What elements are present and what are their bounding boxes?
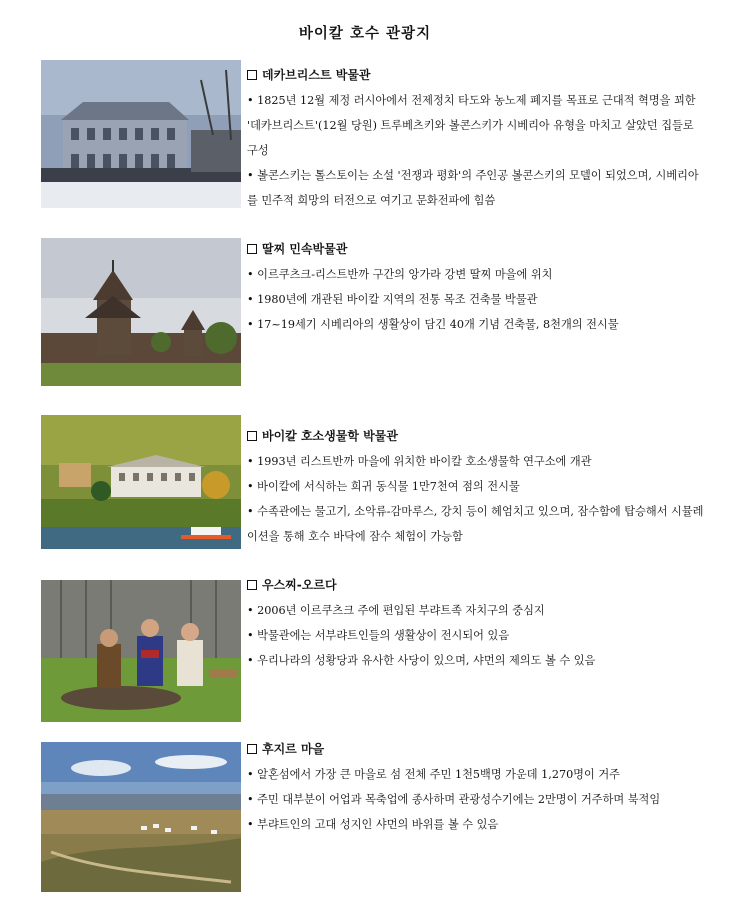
checkbox-square-icon [247, 244, 257, 254]
bullet-item: • 바이칼에 서식하는 희귀 동식물 1만7천여 점의 전시물 [247, 480, 520, 493]
bullet-item: • 1825년 12월 제정 러시아에서 전제정치 타도와 농노제 폐지를 목표로 근대적 혁명을 꾀한 '데카브리스트'(12월 당원) 트루베츠키와 볼콘스키가 시베리아 유형을 마치고 살았던 집들로 구성 [247, 94, 696, 157]
buryat-costume-photo [41, 580, 241, 722]
checkbox-square-icon [247, 744, 257, 754]
bullet-item: • 우리나라의 성황당과 유사한 사당이 있으며, 샤먼의 제의도 볼 수 있음 [247, 654, 596, 667]
section-heading: 딸찌 민속박물관 [247, 240, 707, 258]
bullet-item: • 부랴트인의 고대 성지인 샤먼의 바위를 볼 수 있음 [247, 818, 499, 831]
section-text [247, 427, 707, 549]
checkbox-square-icon [247, 431, 257, 441]
page-title: 바이칼 호수 관광지 [298, 26, 432, 42]
bullet-item: • 1993년 리스트반까 마을에 위치한 바이칼 호소생물학 연구소에 개관 [247, 455, 592, 468]
bullet-item: • 박물관에는 서부랴트인들의 생활상이 전시되어 있음 [247, 629, 510, 642]
section-text [247, 576, 707, 673]
bullet-item: • 주민 대부분이 어업과 목축업에 종사하며 관광성수기에는 2만명이 거주하며 북적임 [247, 793, 661, 806]
wooden-fortress-photo [41, 238, 241, 386]
section-heading: 후지르 마을 [247, 740, 707, 758]
bullet-item: • 2006년 이르쿠츠크 주에 편입된 부랴트족 자치구의 중심지 [247, 604, 545, 617]
section-text [247, 740, 707, 837]
section-text [247, 240, 707, 337]
section-heading: 바이칼 호소생물학 박물관 [247, 427, 707, 445]
section-body [247, 598, 707, 673]
section-body [247, 262, 707, 337]
section-text [247, 66, 707, 213]
checkbox-square-icon [247, 70, 257, 80]
bullet-item: • 1980년에 개관된 바이칼 지역의 전통 목조 건축물 박물관 [247, 293, 538, 306]
bullet-item: • 볼콘스키는 톨스토이는 소설 '전쟁과 평화'의 주인공 볼콘스키의 모델이 되었으며, 시베리아를 민주적 희망의 터전으로 여기고 문화전파에 힘씀 [247, 169, 699, 207]
section-body [247, 88, 707, 213]
section-body [247, 762, 707, 837]
bullet-item: • 알혼섬에서 가장 큰 마을로 섬 전체 주민 1천5백명 가운데 1,270명이 거주 [247, 768, 620, 781]
bullet-item: • 수족관에는 물고기, 소악류-감마루스, 강치 등이 헤엄치고 있으며, 잠수함에 탑승해서 시뮬레이션을 통해 호수 바닥에 잠수 체험이 가능함 [247, 505, 704, 543]
limnology-institute-photo [41, 415, 241, 549]
section-heading: 데카브리스트 박물관 [247, 66, 707, 84]
decembrist-house-photo [41, 60, 241, 208]
bullet-item: • 이르쿠츠크-리스트반까 구간의 앙가라 강변 딸찌 마을에 위치 [247, 268, 553, 281]
khuzhir-village-photo [41, 742, 241, 892]
section-body [247, 449, 707, 549]
checkbox-square-icon [247, 580, 257, 590]
section-heading: 우스찌-오르다 [247, 576, 707, 594]
bullet-item: • 17~19세기 시베리아의 생활상이 담긴 40개 기념 건축물, 8천개의 전시물 [247, 318, 619, 331]
